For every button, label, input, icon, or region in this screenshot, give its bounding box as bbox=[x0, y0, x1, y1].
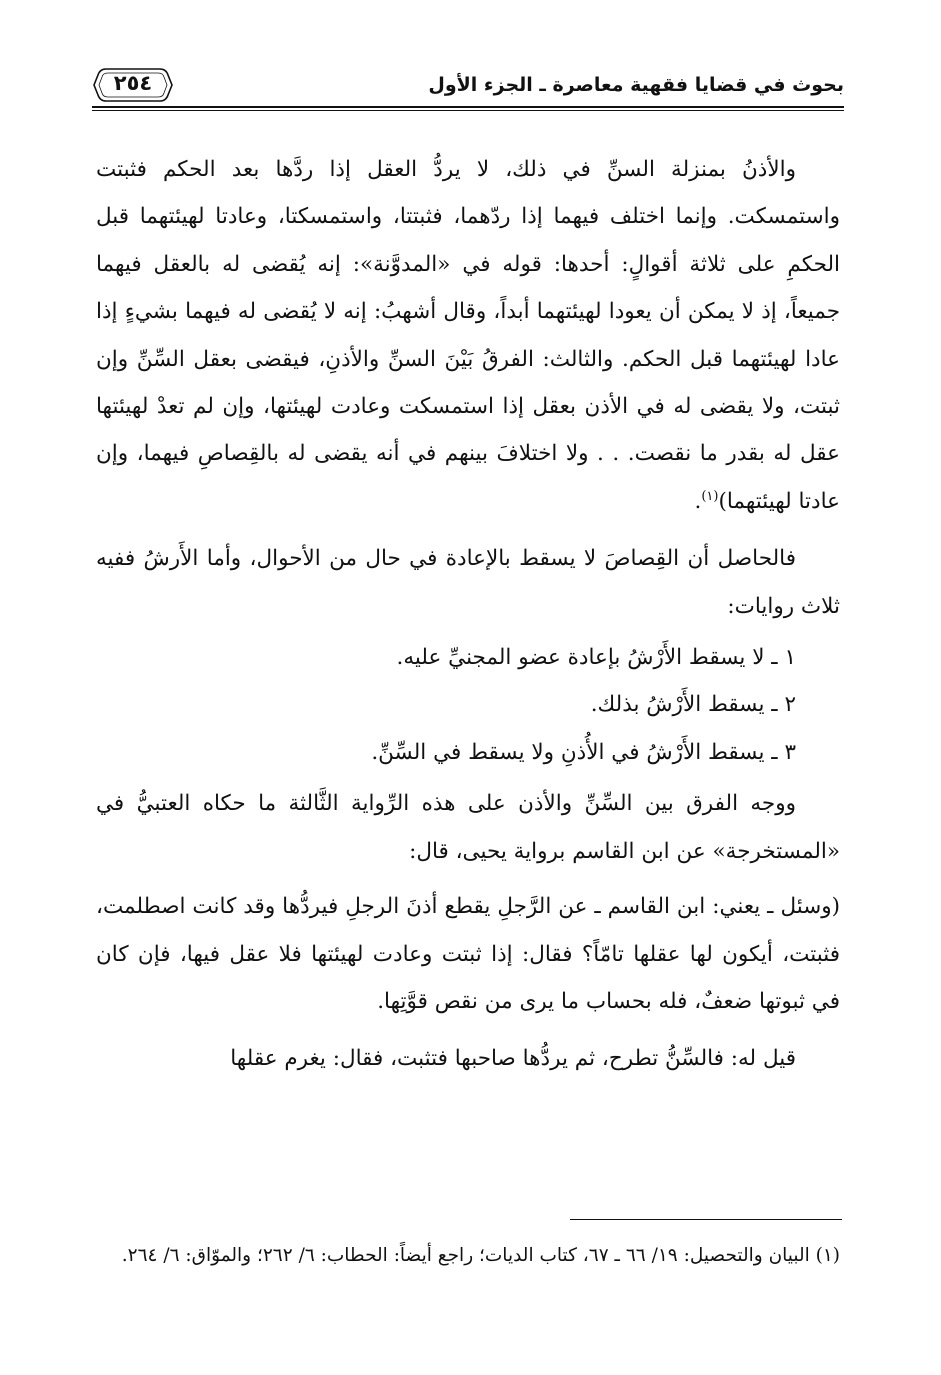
list-item-3: ٣ ـ يسقط الأَرْشُ في الأُذنِ ولا يسقط في السِّنِّ. bbox=[371, 739, 796, 765]
paragraph-5: قيل له: فالسِّنُّ تطرح، ثم يردُّها صاحبها فتثبت، فقال: يغرم عقلها bbox=[230, 1046, 796, 1072]
paragraph-1 bbox=[96, 146, 840, 525]
paragraph-2: فالحاصل أن القِصاصَ لا يسقط بالإعادة في حال من الأحوال، وأما الأَرشُ ففيه ثلاث روايات: bbox=[96, 546, 840, 619]
page-number: ٢٥٤ bbox=[113, 71, 153, 95]
page-number-frame bbox=[92, 66, 174, 104]
quoted-passage: (وسئل ـ يعني: ابن القاسم ـ عن الرَّجلِ يقطع أذنَ الرجلِ فيردُّها وقد كانت اصطلمت، فثبتت، أيكون لها عقلها تامّاً؟ فقال: إذا ثبتت وعادت لهيئتها فلا عقل فيها، فإن كان في ثبوتها ضعفٌ، فله بحساب ما يرى من نقص قوَّتِها. bbox=[96, 894, 840, 1014]
footnote-divider bbox=[570, 1219, 842, 1220]
footnote-reference[interactable]: (١) bbox=[701, 488, 719, 504]
paragraph-3: ووجه الفرق بين السِّنِّ والأذن على هذه الرِّواية الثَّالثة ما حكاه العتبيُّ في «المستخرجة» عن ابن القاسم برواية يحيى، قال: bbox=[96, 791, 840, 864]
header-divider-thin bbox=[92, 110, 844, 111]
footnote-1: (١) البيان والتحصيل: ١٩/ ٦٦ ـ ٦٧، كتاب الديات؛ راجع أيضاً: الحطاب: ٦/ ٢٦٢؛ والموّاق: ٦/ ٢٦٤. bbox=[121, 1245, 840, 1266]
main-text bbox=[96, 146, 840, 1083]
running-title: بحوث في قضايا فقهية معاصرة ـ الجزء الأول bbox=[428, 74, 844, 96]
header-divider bbox=[92, 106, 844, 108]
page-header bbox=[92, 60, 844, 112]
paragraph-1-end: . bbox=[694, 488, 702, 514]
footnotes bbox=[96, 1236, 840, 1276]
paragraph-1-text: والأذنُ بمنزلة السنِّ في ذلك، لا يردُّ العقل إذا ردَّها بعد الحكم فثبتت واستمسكت. وإنما اختلف فيهما إذا ردّهما، فثبتتا، واستمسكتا، وعادتا لهيئتهما قبل الحكمِ على ثلاثة أقوالٍ: أحدها: قوله في «المدوَّنة»: إنه يُقضى له بالعقل فيهما جميعاً، إذ لا يمكن أن يعودا لهيئتهما أبداً، وقال أشهبُ: إنه لا يُقضى له فيهما بشيءٍ إذا عادا لهيئتهما قبل الحكم. والثالث: الفرقُ بَيْنَ السنِّ والأذنِ، فيقضى بعقل السِّنِّ وإن ثبتت، ولا يقضى له في الأذن بعقل إذا استمسكت وعادت لهيئتها، وإن لم تعدْ لهيئتها عقل له بقدر ما نقصت. . . ولا اختلافَ بينهم في أنه يقضى له بالقِصاصِ فيهما، وإن عادتا لهيئتهما) bbox=[96, 157, 840, 514]
list-item-2: ٢ ـ يسقط الأَرْشُ بذلك. bbox=[590, 692, 796, 718]
list-item-1: ١ ـ لا يسقط الأَرْشُ بإعادة عضو المجنيِّ عليه. bbox=[396, 645, 796, 671]
